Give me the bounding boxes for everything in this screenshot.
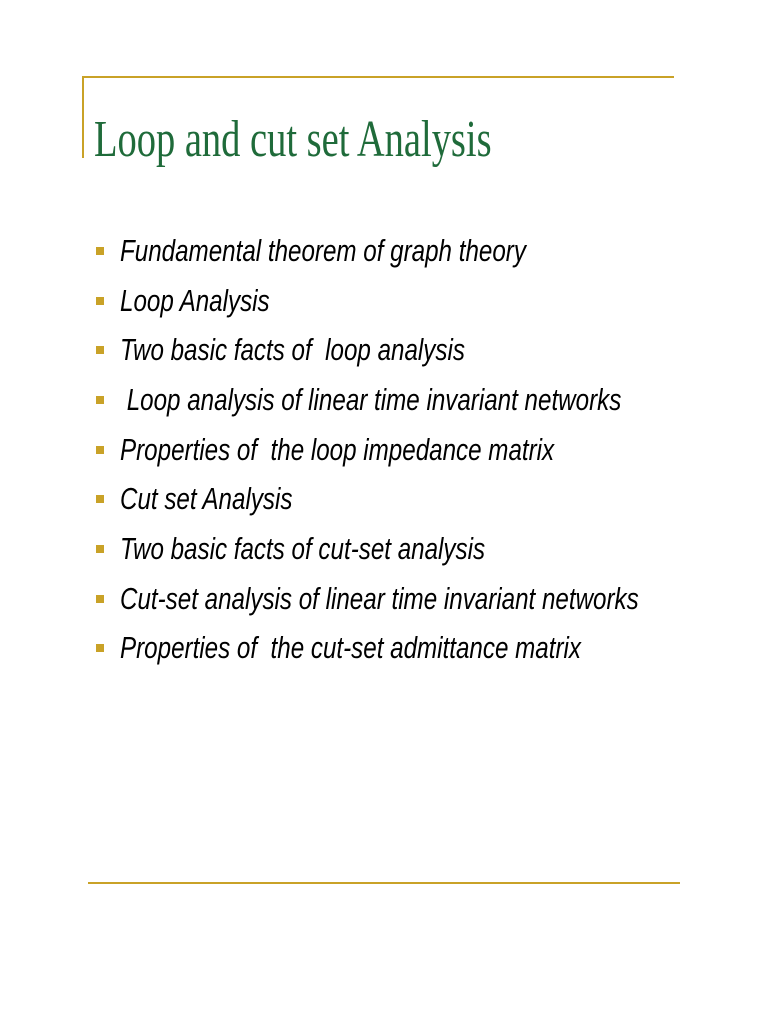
square-bullet-icon [96, 446, 104, 454]
square-bullet-icon [96, 495, 104, 503]
bullet-item [96, 624, 768, 674]
bullet-item [96, 375, 768, 425]
bullet-item [96, 474, 768, 524]
bullet-item [96, 226, 768, 276]
bullet-item [96, 524, 768, 574]
bullet-item [96, 325, 768, 375]
bullet-text: Two basic facts of loop analysis [120, 332, 465, 368]
bullet-list [96, 226, 768, 673]
bullet-text: Properties of the cut-set admittance matrix [120, 630, 581, 666]
slide-title: Loop and cut set Analysis [94, 111, 492, 168]
bullet-item [96, 276, 768, 326]
bottom-divider [88, 882, 680, 884]
bullet-text: Loop analysis of linear time invariant networks [120, 381, 622, 417]
square-bullet-icon [96, 247, 104, 255]
square-bullet-icon [96, 396, 104, 404]
bullet-item [96, 425, 768, 475]
top-divider [82, 76, 674, 78]
left-divider [82, 76, 84, 158]
bullet-text: Two basic facts of cut-set analysis [120, 530, 486, 566]
bullet-text: Properties of the loop impedance matrix [120, 431, 555, 467]
square-bullet-icon [96, 297, 104, 305]
bullet-item [96, 574, 768, 624]
bullet-text: Cut set Analysis [120, 481, 293, 517]
bullet-text: Cut-set analysis of linear time invariant networks [120, 580, 639, 616]
square-bullet-icon [96, 545, 104, 553]
square-bullet-icon [96, 644, 104, 652]
bullet-text: Loop Analysis [120, 282, 270, 318]
bullet-text: Fundamental theorem of graph theory [120, 232, 526, 268]
square-bullet-icon [96, 346, 104, 354]
square-bullet-icon [96, 595, 104, 603]
